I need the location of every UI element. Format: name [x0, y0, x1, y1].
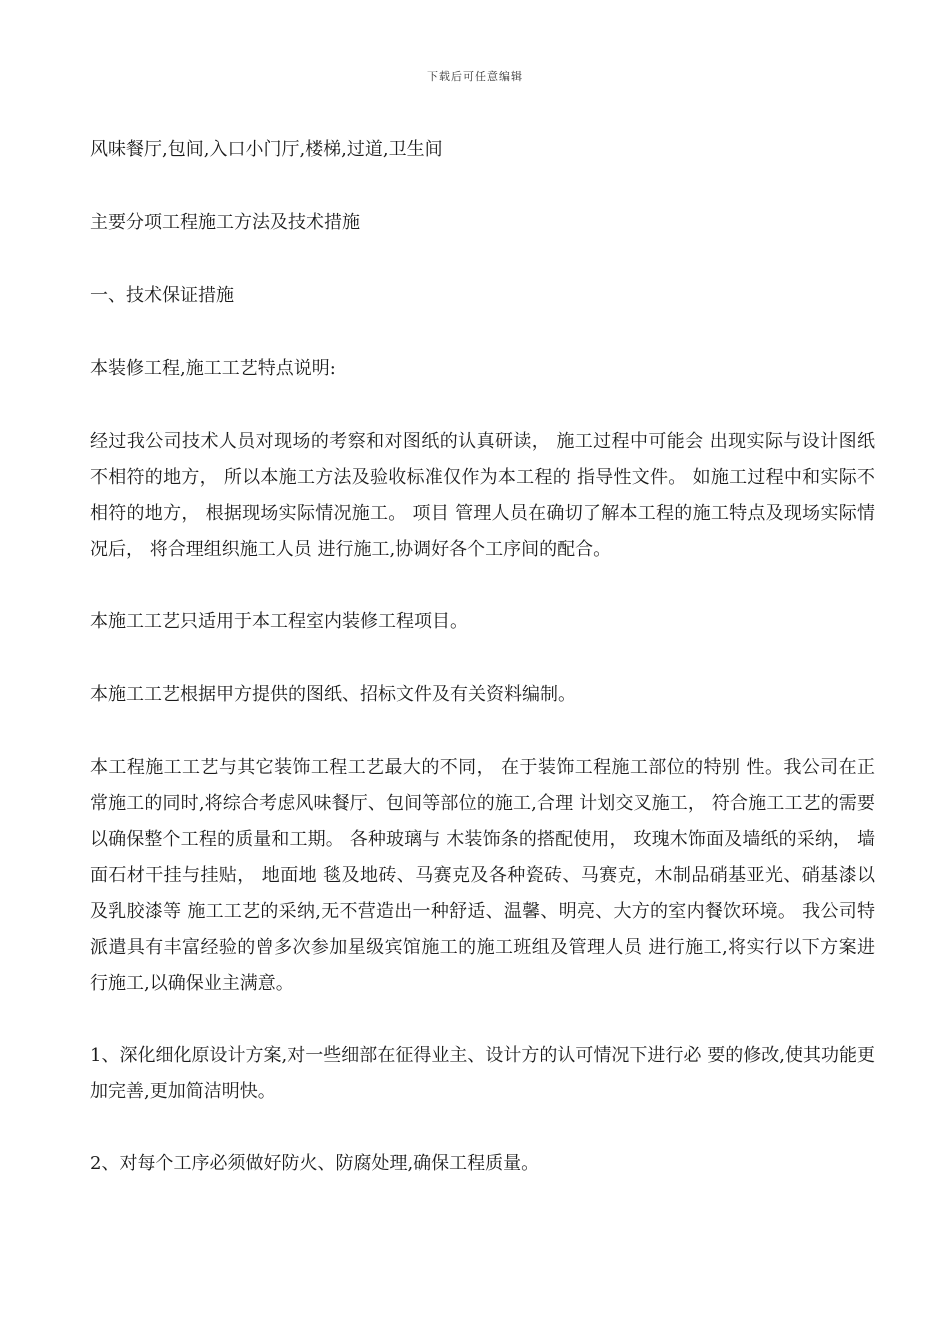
paragraph-basis: 本施工工艺根据甲方提供的图纸、招标文件及有关资料编制。	[90, 684, 576, 705]
page-header-note: 下载后可任意编辑	[427, 70, 523, 83]
paragraph-process-intro: 本装修工程,施工工艺特点说明:	[90, 358, 336, 379]
paragraph-item-1: 1、深化细化原设计方案,对一些细部在征得业主、设计方的认可情况下进行必 要的修改,使其功能更加完善,更加简洁明快。	[90, 1045, 875, 1102]
paragraph-item-2: 2、对每个工序必须做好防火、防腐处理,确保工程质量。	[90, 1153, 540, 1174]
paragraph-heading-tech-measures: 一、技术保证措施	[90, 285, 234, 306]
paragraph-section-title: 主要分项工程施工方法及技术措施	[90, 212, 360, 233]
paragraph-features: 本工程施工工艺与其它装饰工程工艺最大的不同， 在于装饰工程施工部位的特别 性。我公司在正常施工的同时,将综合考虑风味餐厅、包间等部位的施工,合理 计划交叉施工， 符合施工工艺的需要以确保整个工程的质量和工期。 各种玻璃与 木装饰条的搭配使用， 玫瑰木饰面及墙纸的采纳， 墙面石材干挂与挂贴， 地面地 毯及地砖、马赛克及各种瓷砖、马赛克，木制品硝基亚光、硝基漆以及乳胶漆等 施工工艺的采纳,无不营造出一种舒适、温馨、明亮、大方的室内餐饮环境。 我公司特派遣具有丰富经验的曾多次参加星级宾馆施工的施工班组及管理人员 进行施工,将实行以下方案进行施工,以确保业主满意。	[90, 757, 875, 994]
document-body	[90, 132, 875, 1219]
paragraph-areas: 风味餐厅,包间,入口小门厅,楼梯,过道,卫生间	[90, 139, 443, 160]
paragraph-scope: 本施工工艺只适用于本工程室内装修工程项目。	[90, 611, 468, 632]
paragraph-site-survey: 经过我公司技术人员对现场的考察和对图纸的认真研读， 施工过程中可能会 出现实际与设计图纸不相符的地方， 所以本施工方法及验收标准仅作为本工程的 指导性文件。 如施工过程中和实际不相符的地方， 根据现场实际情况施工。 项目 管理人员在确切了解本工程的施工特点及现场实际情况后， 将合理组织施工人员 进行施工,协调好各个工序间的配合。	[90, 431, 875, 560]
